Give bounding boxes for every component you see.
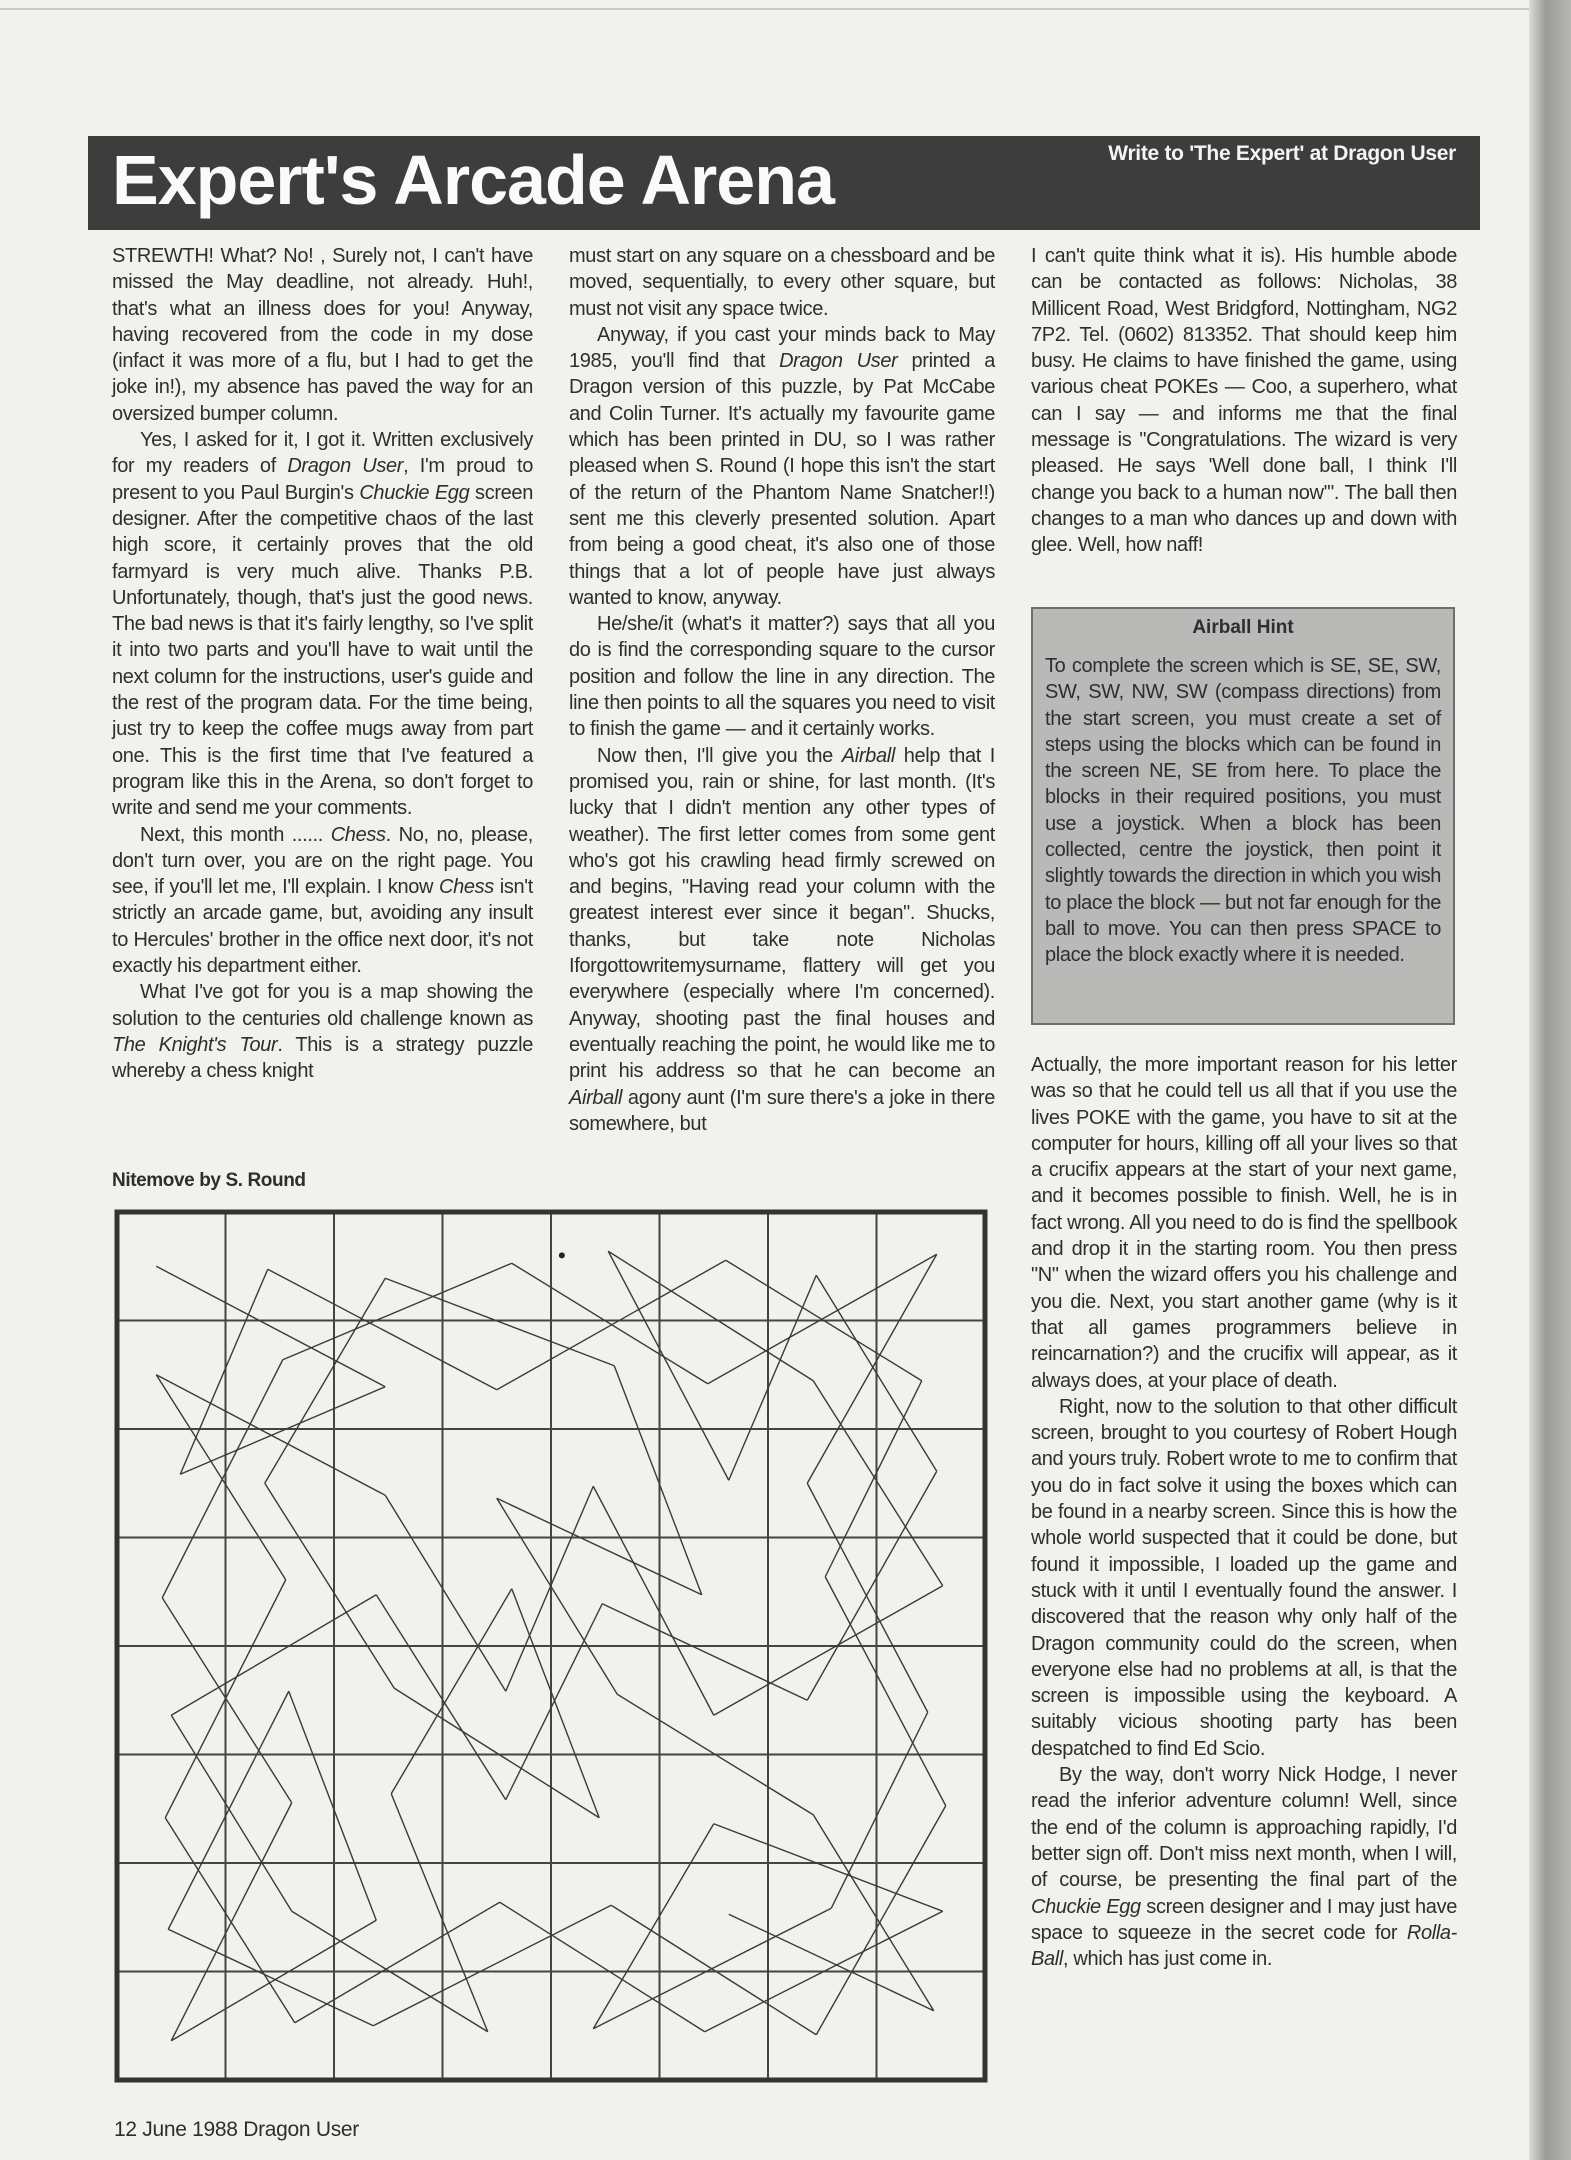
italic-title-text: Dragon User <box>779 350 898 373</box>
knight-move-line <box>714 1824 943 1912</box>
knight-move-line <box>807 1254 937 1483</box>
body-text: I can't quite think what it is). His humble abode can be contacted as follows: Nicholas, 38 Millicent Road, West Bridgford, Nottingham, NG2 7P2. Tel. (0602) 813352. That should keep him busy. He claims to have finished the game, using various cheat POKEs — Coo, a superhero, what can I say — and informs me that the final message is "Congratulations. The wizard is very pleased. He says 'Well done ball, I think I'll change you back to a human now'". The ball then changes to a man who dances up and down with glee. Well, how naff! <box>1031 245 1457 557</box>
knight-move-line <box>714 1586 943 1716</box>
knight-move-line <box>385 1278 614 1366</box>
body-text: What I've got for you is a map showing the solution to the centuries old challenge known as <box>112 981 533 1030</box>
body-text: Next, this month ...... <box>140 823 331 846</box>
hint-text: To complete the screen which is SE, SE, SW, SW, SW, NW, SW (compass directions) from the start screen, you must create a set of steps using the blocks which can be found in the screen NE, SE from here. To place the blocks in their required positions, you must use a joystick. When a block has been collected, centre the joystick, then point it slightly towards the direction in which you wish to place the block — but not far enough for the ball to move. You can then press SPACE to place the block exactly where it is needed. <box>1045 655 1441 967</box>
knight-move-line <box>156 1375 385 1496</box>
body-text: . No, no, please, don't turn over, you are on the right page. You see, if you'll let me, I'll explain. I know <box>112 823 533 899</box>
article-column-3-bottom <box>1031 1052 1457 1972</box>
italic-title-text: Airball <box>841 744 895 767</box>
body-text: must start on any square on a chessboard and be moved, sequentially, to every other square, but must not visit any space twice. <box>569 245 995 320</box>
italic-title-text: Dragon User <box>287 455 404 478</box>
paragraph <box>1031 1762 1457 1972</box>
knight-move-line <box>394 1688 599 1818</box>
hint-title: Airball Hint <box>1192 617 1294 638</box>
knight-move-line <box>729 1275 817 1480</box>
paragraph <box>112 822 533 980</box>
italic-title-text: Chuckie Egg <box>359 481 470 504</box>
knight-move-line <box>265 1483 395 1688</box>
knight-move-line <box>608 1251 729 1480</box>
knight-move-line <box>156 1266 385 1387</box>
knight-move-line <box>283 1263 512 1360</box>
article-header <box>88 136 1480 230</box>
paragraph <box>112 427 533 821</box>
knight-move-line <box>376 1595 506 1800</box>
knight-move-line <box>825 1381 922 1577</box>
knight-move-line <box>512 1263 708 1384</box>
knight-move-line <box>168 1929 373 2026</box>
knight-move-line <box>171 1715 292 1911</box>
body-text: . This is a strategy puzzle whereby a chess knight <box>112 1033 533 1083</box>
knight-move-line <box>180 1269 268 1474</box>
article-column-1 <box>112 243 533 1085</box>
article-column-3-top <box>1031 243 1457 559</box>
knight-move-line <box>265 1278 386 1483</box>
figure-caption: Nitemove by S. Round <box>112 1170 306 1191</box>
body-text: Now then, I'll give you the <box>597 744 842 767</box>
knight-move-line <box>506 1604 603 1800</box>
paragraph <box>1031 1394 1457 1762</box>
italic-title-text: Chuckie Egg <box>1031 1895 1141 1918</box>
knight-move-line <box>593 1486 714 1715</box>
body-text: By the way, don't worry Nick Hodge, I never read the inferior adventure column! Well, since the end of the column is approaching rapidly, I'd better sign off. Don't miss next month, when I will, of course, be presenting the final part of the <box>1031 1764 1457 1892</box>
body-text: isn't strictly an arcade game, but, avoiding any insult to Hercules' brother in the office next door, it's not exactly his department either. <box>112 876 533 978</box>
knight-move-line <box>168 1691 289 1929</box>
italic-title-text: Rolla-Ball <box>1031 1921 1457 1971</box>
knight-move-line <box>813 1381 943 1586</box>
page-edge-line <box>0 8 1530 10</box>
body-text: agony aunt (I'm sure there's a joke in there somewhere, but <box>569 1086 995 1135</box>
paragraph <box>112 979 533 1084</box>
italic-title-text: Chess <box>330 823 386 846</box>
knight-move-line <box>608 1251 813 1381</box>
knight-move-line <box>171 1595 376 1716</box>
italic-title-text: Airball <box>569 1086 623 1109</box>
body-text: Right, now to the solution to that other difficult screen, brought to you courtesy of Robert Hough and yours truly. Robert wrote to me to confirm that you do in fact solve it using the boxes which can be found in a nearby screen. Since this is how the whole world suspected that it could be done, but found it impossible, I loaded up the game and stuck with it until I eventually found the answer. I discovered that the reason why only half of the Dragon community could do the screen, when everyone else had no problems at all, is that the screen is impossible using the keyboard. A suitably vicious shooting party has been despatched to find Ed Scio. <box>1031 1395 1457 1760</box>
knight-move-line <box>295 1902 500 2023</box>
knight-move-line <box>373 1905 611 2026</box>
paragraph <box>112 243 533 427</box>
page-footer: 12 June 1988 Dragon User <box>114 2118 359 2141</box>
knight-move-line <box>162 1598 292 1803</box>
paragraph <box>569 611 995 742</box>
body-text: printed a Dragon version of this puzzle, by Pat McCabe and Colin Turner. It's actually my favourite game which has been printed in DU, so I was rather pleased when S. Round (I hope this isn't the start of the return of the Phantom Name Snatcher!!) sent me this cleverly presented solution. Apart from being a good cheat, it's also one of those things that a lot of people have just always wanted to know, anyway. <box>569 350 995 609</box>
knight-move-line <box>825 1577 946 1806</box>
italic-title-text: Chess <box>439 876 494 899</box>
body-text: Anyway, if you cast your minds back to May 1985, you'll find that <box>569 323 995 373</box>
body-text: Yes, I asked for it, I got it. Written exclusively for my readers of <box>112 429 533 478</box>
knight-move-line <box>729 1914 934 2011</box>
knight-move-line <box>391 1794 488 2032</box>
body-text: , which has just come in. <box>1062 1948 1273 1971</box>
paragraph <box>1031 243 1457 559</box>
article-column-2 <box>569 243 995 1137</box>
knight-move-line <box>391 1589 512 1794</box>
knight-move-line <box>268 1269 497 1390</box>
knight-move-line <box>602 1604 807 1701</box>
knight-move-line <box>156 1375 286 1580</box>
paragraph <box>1031 1052 1457 1394</box>
knight-move-line <box>385 1495 506 1691</box>
knight-move-line <box>512 1589 600 1818</box>
knight-move-line <box>813 1815 934 2011</box>
start-dot <box>559 1252 565 1258</box>
page-gutter-shadow <box>1529 0 1571 2160</box>
airball-hint-box <box>1031 607 1455 1025</box>
knight-move-line <box>289 1691 377 1920</box>
paragraph <box>569 243 995 322</box>
write-to-line: Write to 'The Expert' at Dragon User <box>1108 142 1456 165</box>
body-text: , I'm proud to present to you Paul Burgin's <box>112 455 533 504</box>
knight-move-line <box>506 1486 594 1691</box>
italic-title-text: The Knight's Tour <box>112 1033 278 1056</box>
knight-move-line <box>708 1254 937 1384</box>
body-text: STREWTH! What? No! , Surely not, I can't have missed the May deadline, not already. Huh!, that's what an illness does for you! Anyway, having recovered from the code in my dose (infact it was more of a flu, but I had to get the joke in!), my absence has paved the way for an oversized bumper column. <box>112 245 533 425</box>
knights-tour-board <box>114 1209 988 2083</box>
body-text: Actually, the more important reason for his letter was so that he could tell us all that if you use the lives POKE with the game, you have to sit at the computer for hours, killing off all your lives so that a crucifix appears at the start of your next game, and it becomes possible to finish. Well, he is in fact wrong. All you need to do is find the spellbook and drop it in the starting room. You then press "N" when the wizard offers you his challenge and you die. Next, you start another game (why is it that all games programmers believe in reincarnation?) and the crucifix will appear, as it always does, at your place of death. <box>1031 1054 1457 1392</box>
page-title: Expert's Arcade Arena <box>112 141 834 219</box>
body-text: screen designer. After the competitive chaos of the last high score, it certainly proves that the old farmyard is very much alive. Thanks P.B. Unfortunately, though, that's just the good news. The bad news is that it's fairly lengthy, so I've split it into two parts and you'll have to wait until the next column for the instructions, user's guide and the rest of the program data. For the time being, just try to keep the coffee mugs away from part one. This is the first time that I've featured a program like this in the Arena, so don't forget to write and send me your comments. <box>112 481 533 820</box>
knight-move-line <box>831 1712 928 1908</box>
knight-move-line <box>807 1483 928 1712</box>
paragraph <box>569 322 995 611</box>
paragraph <box>569 743 995 1137</box>
knight-move-line <box>611 1905 816 2035</box>
body-text: help that I promised you, rain or shine, for last month. (It's lucky that I didn't mention any other types of weather). The first letter comes from some gent who's got his crawling head firmly screwed on and begins, "Having read your column with the greatest interest ever since it began". Shucks, thanks, but take note Nicholas Iforgottowritemysurname, flattery will get you everywhere (especially where I'm concerned). Anyway, shooting past the final houses and eventually reaching the point, he would like me to print his address so that he can become an <box>569 744 995 1083</box>
body-text: He/she/it (what's it matter?) says that all you do is find the corresponding square to the cursor position and follow the line in any direction. The line then points to all the squares you need to visit to finish the game — and it certainly works. <box>569 613 995 741</box>
body-text: screen designer and I may just have space to squeeze in the secret code for <box>1031 1895 1457 1944</box>
knight-move-line <box>165 1818 295 2023</box>
